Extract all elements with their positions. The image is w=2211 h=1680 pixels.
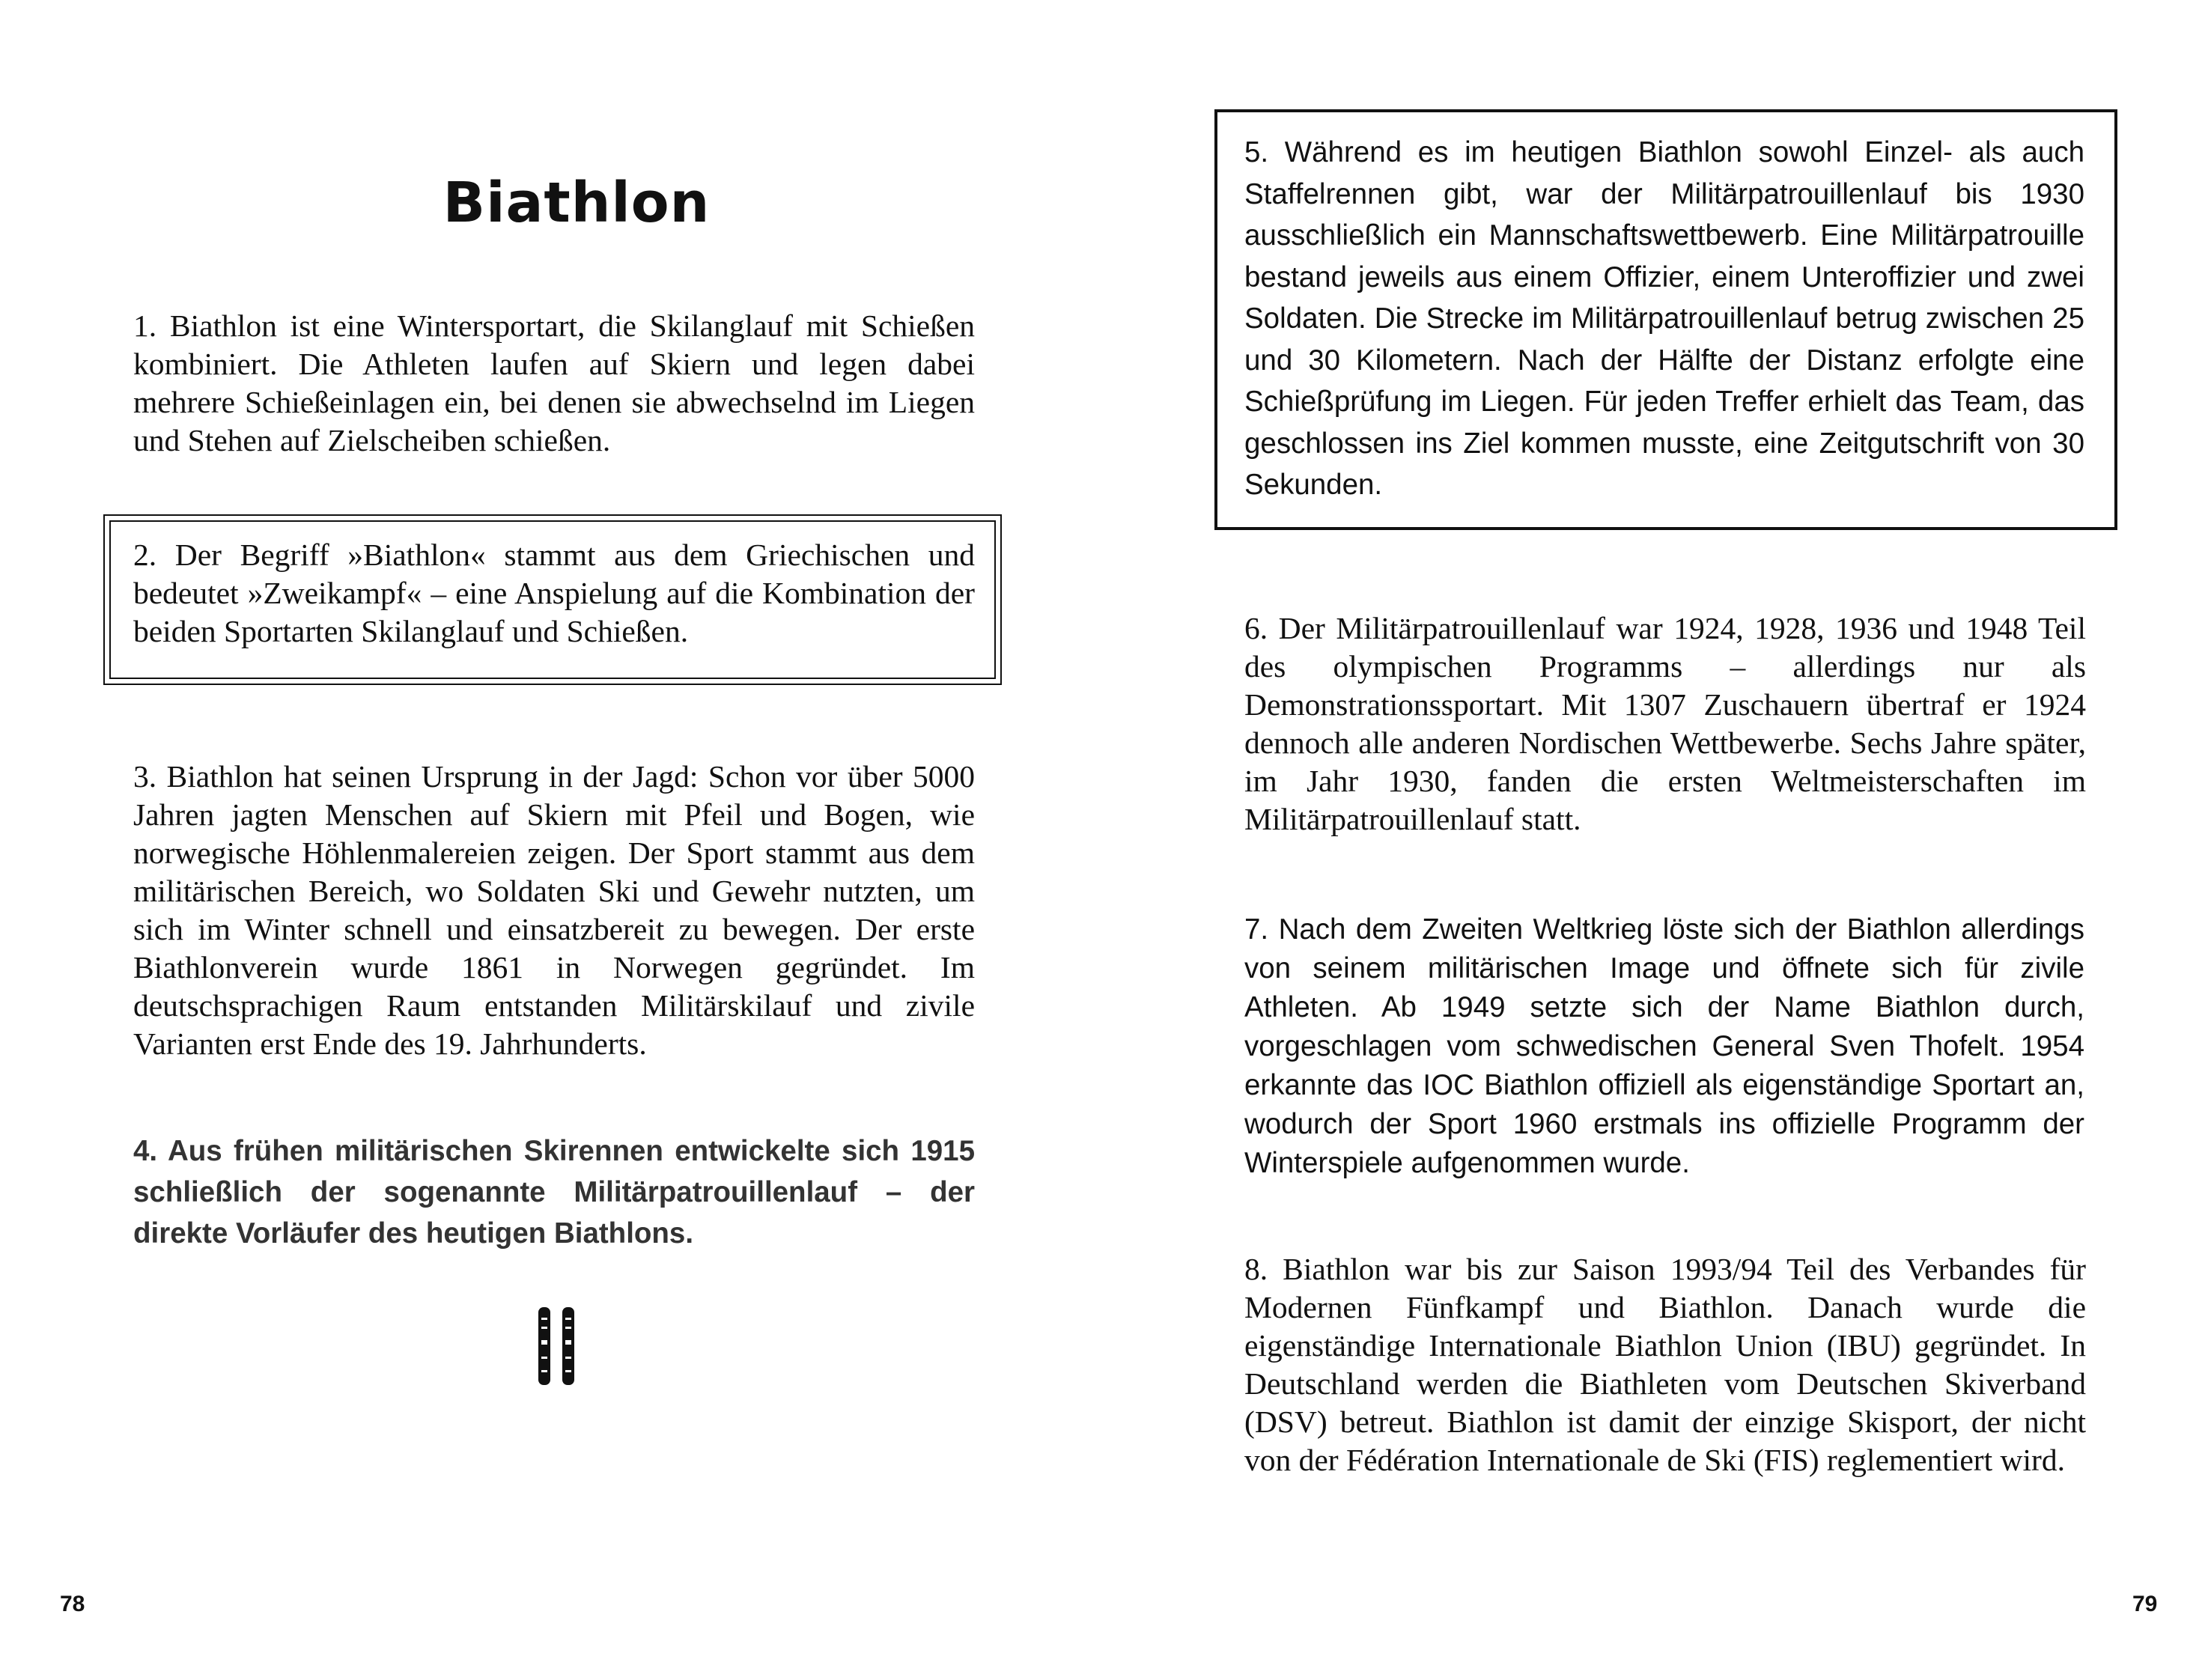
page-title: Biathlon	[442, 171, 711, 235]
fact-4: 4. Aus frühen militärischen Skirennen entwickelte sich 1915 schließlich der sogenannte Militärpatrouillenlauf – der direkte Vorläufer des heutigen Biathlons.	[133, 1135, 975, 1250]
fact-2: 2. Der Begriff »Biathlon« stammt aus dem Griechischen und bedeutet »Zweikampf« – eine Anspielung auf die Kombination der beiden Sportarten Skilanglauf und Schießen.	[133, 538, 975, 648]
fact-8: 8. Biathlon war bis zur Saison 1993/94 Teil des Verbandes für Modernen Fünfkampf und Biathlon. Danach wurde die eigenständige Internationale Biathlon Union (IBU) gegründet. In Deutschland werden die Biathleten vom Deutschen Skiverband (DSV) betreut. Biathlon ist damit der einzige Skisport, der nicht von der Fédération Internationale de Ski (FIS) reglementiert wird.	[1244, 1252, 2086, 1477]
fact-3: 3. Biathlon hat seinen Ursprung in der Jagd: Schon vor über 5000 Jahren jagten Menschen auf Skiern mit Pfeil und Bogen, wie norwegische Höhlenmalereien zeigen. Der Sport stammt aus dem militärischen Bereich, wo Soldaten Ski und Gewehr nutzten, um sich im Winter schnell und einsatzbereit zu bewegen. Der erste Biathlonverein wurde 1861 in Norwegen gegründet. Im deutschsprachigen Raum entstanden Militärskilauf und zivile Varianten erst Ende des 19. Jahrhunderts.	[133, 759, 975, 1061]
crossed-skis-icon	[536, 1304, 577, 1388]
page-number-left: 78	[60, 1592, 85, 1616]
fact-1: 1. Biathlon ist eine Wintersportart, die Skilanglauf mit Schießen kombiniert. Die Athleten laufen auf Skiern und legen dabei mehrere Schießeinlagen ein, bei denen sie abwechselnd im Liegen und Stehen auf Zielscheiben schießen.	[133, 308, 975, 457]
fact-5: 5. Während es im heutigen Biathlon sowohl Einzel- als auch Staffelrennen gibt, war der Militärpatrouillenlauf bis 1930 ausschließlich ein Mannschaftswettbewerb. Eine Militärpatrouille bestand jeweils aus einem Offizier, einem Unteroffizier und zwei Soldaten. Die Strecke im Militärpatrouillenlauf betrug zwischen 25 und 30 Kilometern. Nach der Hälfte der Distanz erfolgte eine Schießprüfung im Liegen. Für jeden Treffer erhielt das Team, das geschlossen ins Ziel kommen musste, eine Zeitgutschrift von 30 Sekunden.	[1244, 136, 2084, 501]
fact-6: 6. Der Militärpatrouillenlauf war 1924, 1928, 1936 und 1948 Teil des olympischen Programms – allerdings nur als Demonstrationssportart. Mit 1307 Zuschauern übertraf er 1924 dennoch alle anderen Nordischen Wettbewerbe. Sechs Jahre später, im Jahr 1930, fanden die ersten Weltmeisterschaften im Militärpatrouillenlauf statt.	[1244, 611, 2086, 836]
right-page	[1105, 0, 2211, 1680]
left-page	[0, 0, 1105, 1680]
page-number-right: 79	[2132, 1592, 2158, 1616]
fact-7: 7. Nach dem Zweiten Weltkrieg löste sich der Biathlon allerdings von seinem militärischen Image und öffnete sich für zivile Athleten. Ab 1949 setzte sich der Name Biathlon durch, vorgeschlagen vom schwedischen General Sven Thofelt. 1954 erkannte das IOC Biathlon offiziell als eigenständige Sportart an, wodurch der Sport 1960 erstmals ins offizielle Programm der Winterspiele aufgenommen wurde.	[1244, 913, 2084, 1179]
